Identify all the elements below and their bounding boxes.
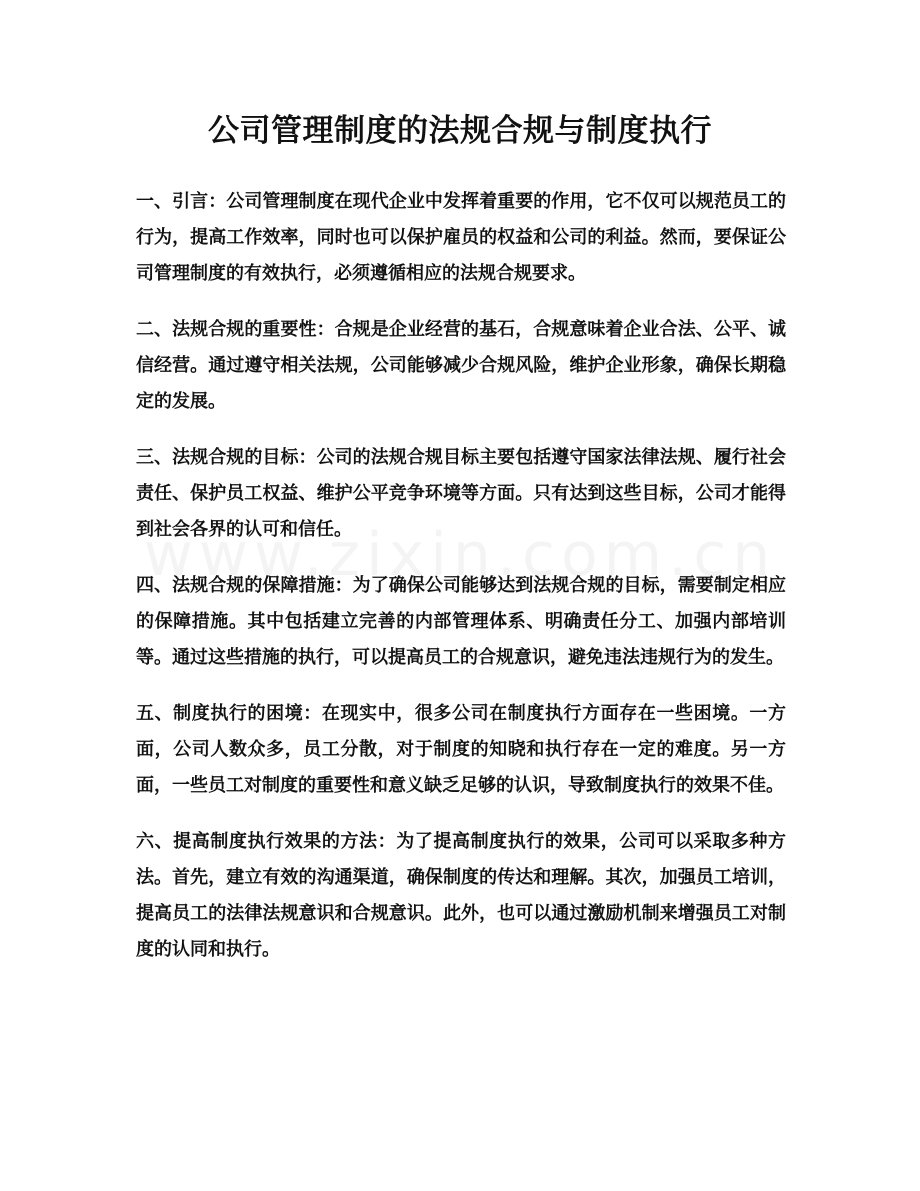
paragraph-safeguard-measures: 四、法规合规的保障措施：为了确保公司能够达到法规合规的目标，需要制定相应的保障措施。其中包括建立完善的内部管理体系、明确责任分工、加强内部培训等。通过这些措施的执行，可以提高员工的合规意识，避免违法违规行为的发生。 [136,575,786,668]
paragraph-improvement-methods: 六、提高制度执行效果的方法：为了提高制度执行的效果，公司可以采取多种方法。首先，建立有效的沟通渠道，确保制度的传达和理解。其次，加强员工培训，提高员工的法律法规意识和合规意识。此外，也可以通过激励机制来增强员工对制度的认同和执行。 [136,831,786,960]
paragraph-introduction: 一、引言：公司管理制度在现代企业中发挥着重要的作用，它不仅可以规范员工的行为，提高工作效率，同时也可以保护雇员的权益和公司的利益。然而，要保证公司管理制度的有效执行，必须遵循相应的法规合规要求。 [136,191,786,284]
paragraph-compliance-importance: 二、法规合规的重要性：合规是企业经营的基石，合规意味着企业合法、公平、诚信经营。通过遵守相关法规，公司能够减少合规风险，维护企业形象，确保长期稳定的发展。 [136,319,786,412]
paragraph-execution-difficulties: 五、制度执行的困境：在现实中，很多公司在制度执行方面存在一些困境。一方面，公司人数众多，员工分散，对于制度的知晓和执行存在一定的难度。另一方面，一些员工对制度的重要性和意义缺乏足够的认识，导致制度执行的效果不佳。 [136,703,786,796]
paragraph-compliance-goals: 三、法规合规的目标：公司的法规合规目标主要包括遵守国家法律法规、履行社会责任、保护员工权益、维护公平竞争环境等方面。只有达到这些目标，公司才能得到社会各界的认可和信任。 [136,447,786,540]
document-title: 公司管理制度的法规合规与制度执行 [208,113,712,149]
document-body [136,184,786,988]
